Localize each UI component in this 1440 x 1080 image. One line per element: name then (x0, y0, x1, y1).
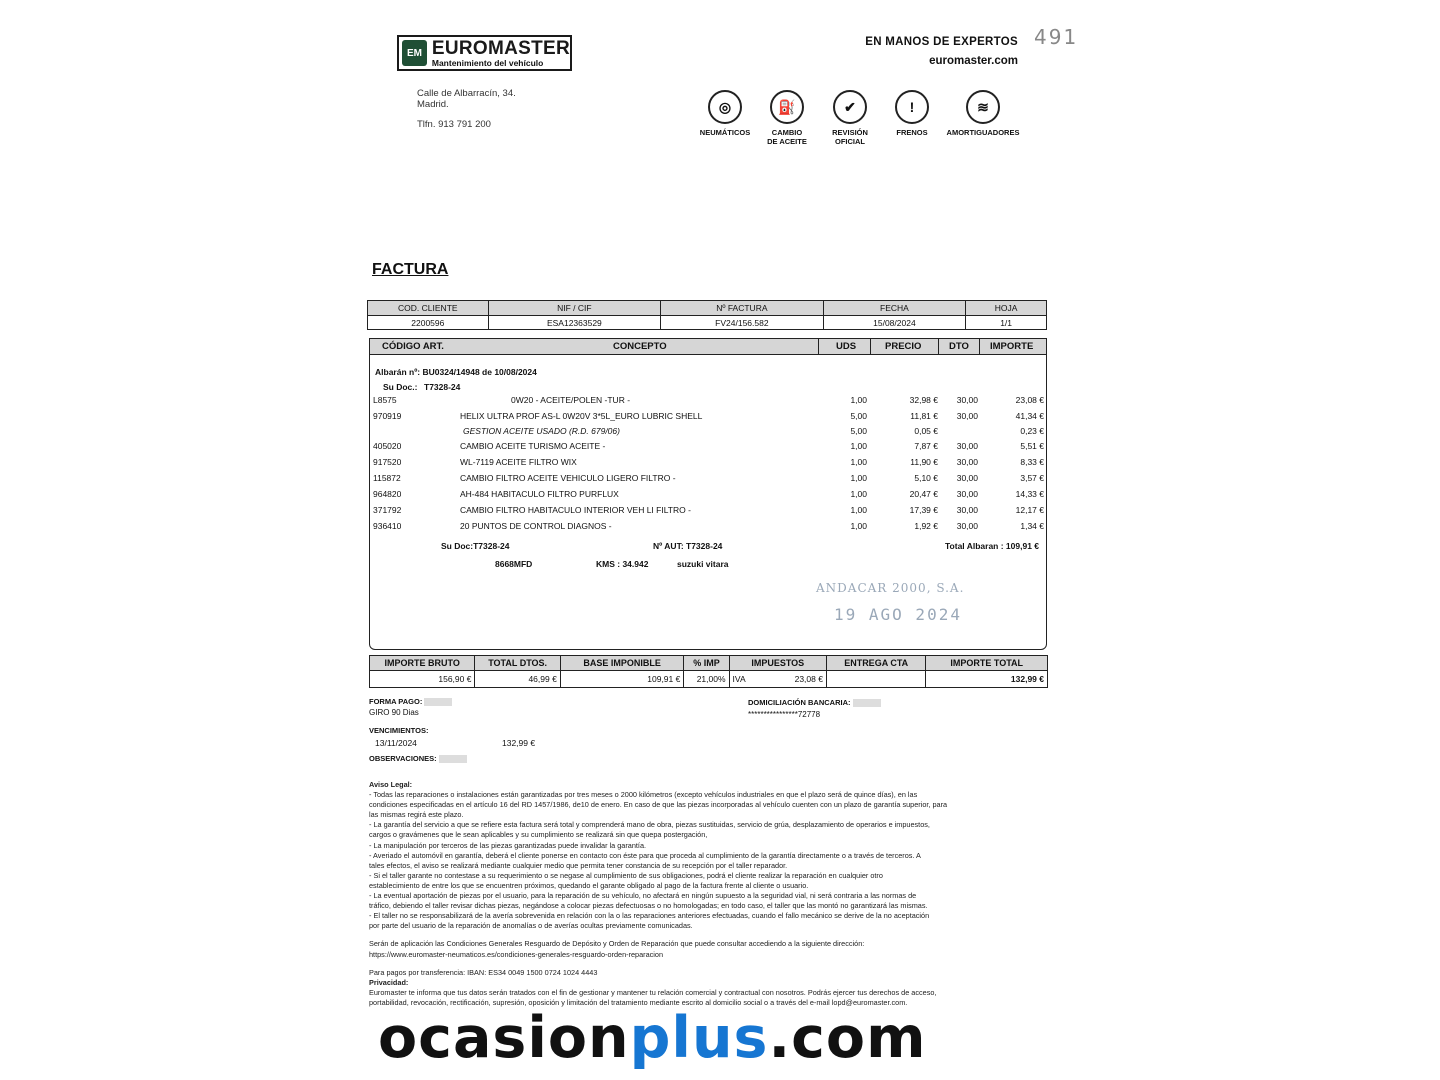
list-item (373, 411, 1045, 423)
company-address (417, 88, 516, 110)
item-units: 1,00 (850, 395, 867, 405)
item-concept: GESTION ACEITE USADO (R.D. 679/06) (463, 426, 620, 436)
col-importe-total: IMPORTE TOTAL (926, 656, 1048, 671)
service-label: NEUMÁTICOS (699, 128, 751, 137)
item-price: 32,98 € (909, 395, 938, 405)
item-dto: 30,00 (956, 441, 978, 451)
company-phone: Tlfn. 913 791 200 (417, 119, 491, 130)
item-units: 1,00 (850, 441, 867, 451)
vehicle-model: suzuki vitara (677, 559, 729, 569)
item-concept: 0W20 - ACEITE/POLEN -TUR - (511, 395, 631, 405)
service-label: AMORTIGUADORES (946, 128, 1020, 137)
item-dto: 30,00 (956, 489, 978, 499)
redaction-bar (424, 698, 452, 706)
invoice-header-table (367, 300, 1047, 330)
item-dto: 30,00 (956, 521, 978, 531)
list-item (373, 457, 1045, 469)
service-inspection (818, 90, 882, 146)
redaction-bar (439, 755, 467, 763)
legal-notice (369, 780, 981, 1008)
service-brakes (880, 90, 944, 137)
su-doc-label: Su Doc.: (383, 382, 418, 392)
item-units: 5,00 (850, 426, 867, 436)
legal-line: - La eventual aportación de piezas por el usuario, para la reparación de su vehículo, no afectará en ningún supuesto a la seguridad vial, ni será contraria a las normas de (369, 891, 917, 901)
albaran-label: Albarán nº: BU0324/14948 de 10/08/2024 (375, 367, 537, 377)
item-price: 11,90 € (910, 457, 938, 467)
vencimiento-date: 13/11/2024 (375, 738, 417, 748)
col-total-dtos: TOTAL DTOS. (475, 656, 560, 671)
list-item (373, 426, 1045, 438)
fecha-value: 15/08/2024 (823, 316, 966, 330)
conditions-url: https://www.euromaster-neumaticos.es/condiciones-generales-resguardo-orden-reparacion (369, 949, 664, 959)
forma-pago-label (369, 697, 452, 706)
logo-subtitle: Mantenimiento del vehículo (431, 57, 544, 68)
list-item (373, 395, 1045, 407)
observaciones-text: OBSERVACIONES: (369, 754, 437, 763)
item-amount: 41,34 € (1015, 411, 1044, 421)
item-price: 5,10 € (914, 473, 938, 483)
domiciliacion-label (748, 698, 881, 707)
handwritten-number: 491 (1034, 25, 1079, 49)
watermark-part: .com (768, 1005, 927, 1071)
item-dto: 30,00 (956, 395, 978, 405)
item-units: 1,00 (850, 521, 867, 531)
privacy-line: Euromaster te informa que tus datos serán tratados con el fin de gestionar y mantener tu relación comercial y contractual con nosotros. Podrás ejercer tus derechos de acceso, (369, 987, 937, 997)
col-hoja: HOJA (966, 301, 1047, 316)
forma-pago-text: FORMA PAGO: (369, 697, 423, 706)
vehicle-kms: KMS : 34.942 (596, 559, 649, 569)
list-item (373, 489, 1045, 501)
items-header (370, 339, 1046, 355)
legal-line: - La garantía del servicio a que se refiere esta factura será total y comprenderá mano de obra, piezas sustituidas, servicio de grúa, desplazamiento de operarios e impuestos, (369, 820, 930, 830)
col-entrega-cta: ENTREGA CTA (826, 656, 925, 671)
website: euromaster.com (929, 55, 1018, 67)
col-importe-bruto: IMPORTE BRUTO (370, 656, 475, 671)
item-amount: 8,33 € (1020, 457, 1044, 467)
vencimiento-amount: 132,99 € (502, 738, 536, 748)
su-doc-value: T7328-24 (424, 382, 461, 392)
summary-total-albaran: Total Albaran : 109,91 € (945, 541, 1040, 551)
item-amount: 3,57 € (1020, 473, 1044, 483)
item-amount: 12,17 € (1015, 505, 1044, 515)
summary-aut: Nº AUT: T7328-24 (653, 541, 723, 551)
observaciones-label (369, 754, 467, 763)
summary-su-doc: Su Doc:T7328-24 (441, 541, 510, 551)
importe-bruto-value: 156,90 € (370, 671, 475, 688)
address-line-1: Calle de Albarracín, 34. (417, 88, 516, 99)
col-factura: Nº FACTURA (661, 301, 824, 316)
col-concepto: CONCEPTO (613, 341, 667, 352)
forma-pago-value: GIRO 90 Dias (369, 708, 419, 717)
col-nif: NIF / CIF (488, 301, 660, 316)
domiciliacion-value: ****************72778 (748, 710, 821, 719)
invoice-title: FACTURA (372, 261, 449, 278)
legal-line: establecimiento de entre los que se encuentren próximos, quedando el garante obligado al pago de la factura frente al cliente o usuario. (369, 880, 809, 890)
totals-table (369, 655, 1048, 688)
item-price: 1,92 € (914, 521, 938, 531)
col-precio: PRECIO (885, 341, 922, 352)
item-code: 964820 (373, 489, 402, 499)
item-amount: 14,33 € (1015, 489, 1044, 499)
legal-line: tales efectos, el aviso se realizará mediante cualquier medio que permita tener constancia de su recepción por el taller reparador. (369, 860, 788, 870)
item-concept: 20 PUNTOS DE CONTROL DIAGNOS - (460, 521, 612, 531)
item-code: 115872 (373, 473, 401, 483)
logo-emblem-icon: EM (402, 40, 427, 66)
list-item (373, 521, 1045, 533)
nif-value: ESA12363529 (488, 316, 660, 330)
legal-line: las mismas regirá este plazo. (369, 810, 464, 820)
item-price: 7,87 € (914, 441, 938, 451)
col-cod-cliente: COD. CLIENTE (368, 301, 489, 316)
watermark-part: ocasion (378, 1005, 630, 1071)
item-code: 405020 (373, 441, 402, 451)
total-dtos-value: 46,99 € (475, 671, 560, 688)
item-amount: 1,34 € (1020, 521, 1044, 531)
tax-label: IVA (732, 674, 746, 684)
iban-text: Para pagos por transferencia: IBAN: ES34 0049 1500 0724 1024 4443 (369, 967, 598, 977)
watermark-accent: plus (629, 1005, 769, 1071)
legal-line: por parte del usuario de la reparación de anomalías o de averías ocultas previamente comunicadas. (369, 921, 693, 931)
base-imponible-value: 109,91 € (560, 671, 684, 688)
service-tires (693, 90, 757, 137)
item-code: 371792 (373, 505, 402, 515)
item-code: L8575 (373, 395, 397, 405)
legal-line: - Si el taller garante no contestase a su requerimiento o se negase al cumplimiento de sus obligaciones, podrá el cliente realizar la reparación en cualquier otro (369, 870, 883, 880)
item-concept: AH-484 HABITACULO FILTRO PURFLUX (460, 489, 619, 499)
item-price: 0,05 € (914, 426, 938, 436)
item-price: 11,81 € (910, 411, 938, 421)
list-item (373, 505, 1045, 517)
item-units: 1,00 (850, 489, 867, 499)
legal-line: - Todas las reparaciones o instalaciones están garantizadas por tres meses o 2000 kilómetros (excepto vehículos industriales en que el plazo será de quince días), en las (369, 790, 918, 800)
address-line-2: Madrid. (417, 99, 449, 110)
item-code: 970919 (373, 411, 402, 421)
item-dto: 30,00 (956, 473, 978, 483)
service-label: FRENOS (896, 128, 928, 137)
item-amount: 0,23 € (1020, 426, 1044, 436)
col-importe: IMPORTE (990, 341, 1034, 352)
brakes-icon: ! (895, 90, 929, 124)
date-stamp: 19 AGO 2024 (834, 605, 962, 624)
item-units: 1,00 (850, 505, 867, 515)
item-concept: CAMBIO ACEITE TURISMO ACEITE - (460, 441, 606, 451)
item-dto: 30,00 (956, 457, 978, 467)
service-label: REVISIÓN OFICIAL (832, 128, 868, 146)
vencimientos-label: VENCIMIENTOS: (369, 726, 429, 735)
impuestos-cell (729, 671, 826, 688)
importe-total-value: 132,99 € (926, 671, 1048, 688)
col-codigo: CÓDIGO ART. (382, 341, 444, 352)
item-concept: HELIX ULTRA PROF AS-L 0W20V 3*5L_EURO LUBRIC SHELL (460, 411, 703, 421)
legal-line: condiciones especificadas en el artículo 16 del RD 1457/1986, de10 de enero. En caso de que las piezas incorporadas al vehículo cuenten con un plazo de garantía superior, para (369, 800, 948, 810)
tax-amount: 23,08 € (794, 674, 823, 684)
car-inspection-icon: ✔ (833, 90, 867, 124)
item-dto: 30,00 (956, 411, 978, 421)
domiciliacion-text: DOMICILIACIÓN BANCARIA: (748, 698, 851, 707)
legal-line: - La manipulación por terceros de las piezas garantizadas puede invalidar la garantía. (369, 840, 647, 850)
col-impuestos: IMPUESTOS (729, 656, 826, 671)
legal-line: - El taller no se responsabilizará de la avería sobrevenida en relación con la o las reparaciones anteriores efectuadas, cuando el fallo mecánico se derive de la no aceptación (369, 911, 930, 921)
privacy-title: Privacidad: (369, 977, 409, 987)
col-dto: DTO (949, 341, 969, 352)
tire-icon: ◎ (708, 90, 742, 124)
item-amount: 5,51 € (1020, 441, 1044, 451)
item-amount: 23,08 € (1015, 395, 1044, 405)
factura-value: FV24/156.582 (661, 316, 824, 330)
logo-brand-text: EUROMASTER (431, 37, 570, 59)
euromaster-logo (397, 35, 572, 71)
service-label: CAMBIO DE ACEITE (767, 128, 807, 146)
col-fecha: FECHA (823, 301, 966, 316)
oil-change-icon: ⛽ (770, 90, 804, 124)
item-concept: CAMBIO FILTRO HABITACULO INTERIOR VEH LI FILTRO - (460, 505, 691, 515)
legal-line: tráfico, debiendo el taller revisar dichas piezas, negándose a colocar piezas defectuosas o no homologadas; en todo caso, el taller que las montó no garantizará las mismas. (369, 901, 928, 911)
list-item (373, 441, 1045, 453)
item-units: 1,00 (850, 457, 867, 467)
slogan: EN MANOS DE EXPERTOS (865, 36, 1018, 48)
company-stamp: ANDACAR 2000, S.A. (816, 581, 965, 595)
service-shocks (946, 90, 1020, 137)
item-price: 20,47 € (909, 489, 938, 499)
item-price: 17,39 € (909, 505, 938, 515)
legal-line: cargos o gravámenes que le sean aplicables y su cumplimiento se realizará sin que quepa postergación, (369, 830, 708, 840)
vehicle-plate: 8668MFD (495, 559, 533, 569)
item-units: 5,00 (850, 411, 867, 421)
hoja-value: 1/1 (966, 316, 1047, 330)
legal-line: - Averiado el automóvil en garantía, deberá el cliente ponerse en contacto con éste para que proceda al cumplimiento de la garantía directamente o a través de terceros. A (369, 850, 921, 860)
shock-absorber-icon: ≋ (966, 90, 1000, 124)
imp-pct-value: 21,00% (684, 671, 729, 688)
redaction-bar (853, 699, 881, 707)
list-item (373, 473, 1045, 485)
item-dto: 30,00 (956, 505, 978, 515)
ocasionplus-watermark (378, 1005, 927, 1071)
col-imp-pct: % IMP (684, 656, 729, 671)
col-base-imponible: BASE IMPONIBLE (560, 656, 684, 671)
entrega-cta-value (826, 671, 925, 688)
service-oil-change (755, 90, 819, 146)
legal-title: Aviso Legal: (369, 780, 413, 789)
cod-cliente-value: 2200596 (368, 316, 489, 330)
item-concept: CAMBIO FILTRO ACEITE VEHICULO LIGERO FILTRO - (460, 473, 676, 483)
item-code: 917520 (373, 457, 402, 467)
item-concept: WL-7119 ACEITE FILTRO WIX (460, 457, 577, 467)
privacy-line: portabilidad, revocación, rectificación, supresión, oposición y limitación del tratamiento mediante escrito al domicilio social o a través del e-mail lopd@euromaster.com. (369, 997, 908, 1007)
conditions-text: Serán de aplicación las Condiciones Generales Resguardo de Depósito y Orden de Reparación que puede consultar accediendo a la siguiente dirección: (369, 939, 865, 949)
col-uds: UDS (836, 341, 857, 352)
item-code: 936410 (373, 521, 402, 531)
item-units: 1,00 (850, 473, 867, 483)
